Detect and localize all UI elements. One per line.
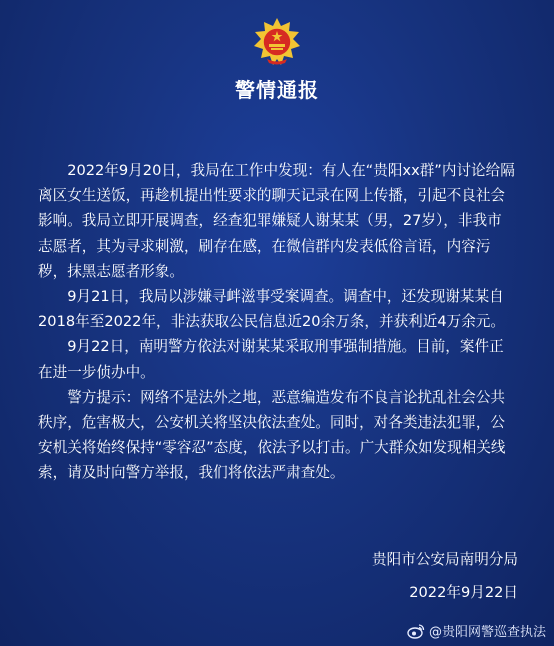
body-paragraph: 2022年9月20日，我局在工作中发现：有人在“贵阳xx群”内讨论给隔离区女生送饭，再趁机提出性要求的聊天记录在网上传播，引起不良社会影响。我局立即开展调查，经查犯罪嫌疑人谢某某（男，27岁），非我市志愿者，其为寻求刺激，刷存在感，在微信群内发表低俗言语，内容污秽，抹黑志愿者形象。: [38, 162, 515, 280]
notice-body: [38, 158, 516, 486]
signature-org: 贵阳市公安局南明分局: [372, 551, 518, 568]
weibo-watermark: [407, 621, 546, 640]
signature-block: [372, 543, 518, 609]
page-title: 警情通报: [235, 78, 319, 102]
police-emblem-icon: [250, 16, 304, 70]
signature-date: 2022年9月22日: [409, 584, 518, 601]
body-paragraph: 9月22日，南明警方依法对谢某某采取刑事强制措施。目前，案件正在进一步侦办中。: [38, 338, 504, 381]
weibo-icon: [407, 623, 425, 639]
watermark-text: @贵阳网警巡查执法: [428, 625, 546, 640]
body-paragraph: 警方提示：网络不是法外之地，恶意编造发布不良言论扰乱社会公共秩序，危害极大，公安机关将坚决依法查处。同时，对各类违法犯罪，公安机关将始终保持“零容忍”态度，依法予以打击。广大群众如发现相关线索，请及时向警方举报，我们将依法严肃查处。: [38, 388, 506, 482]
body-paragraph: 9月21日，我局以涉嫌寻衅滋事受案调查。调查中，还发现谢某某自2018年至2022年，非法获取公民信息近20余万条，并获利近4万余元。: [38, 288, 505, 331]
